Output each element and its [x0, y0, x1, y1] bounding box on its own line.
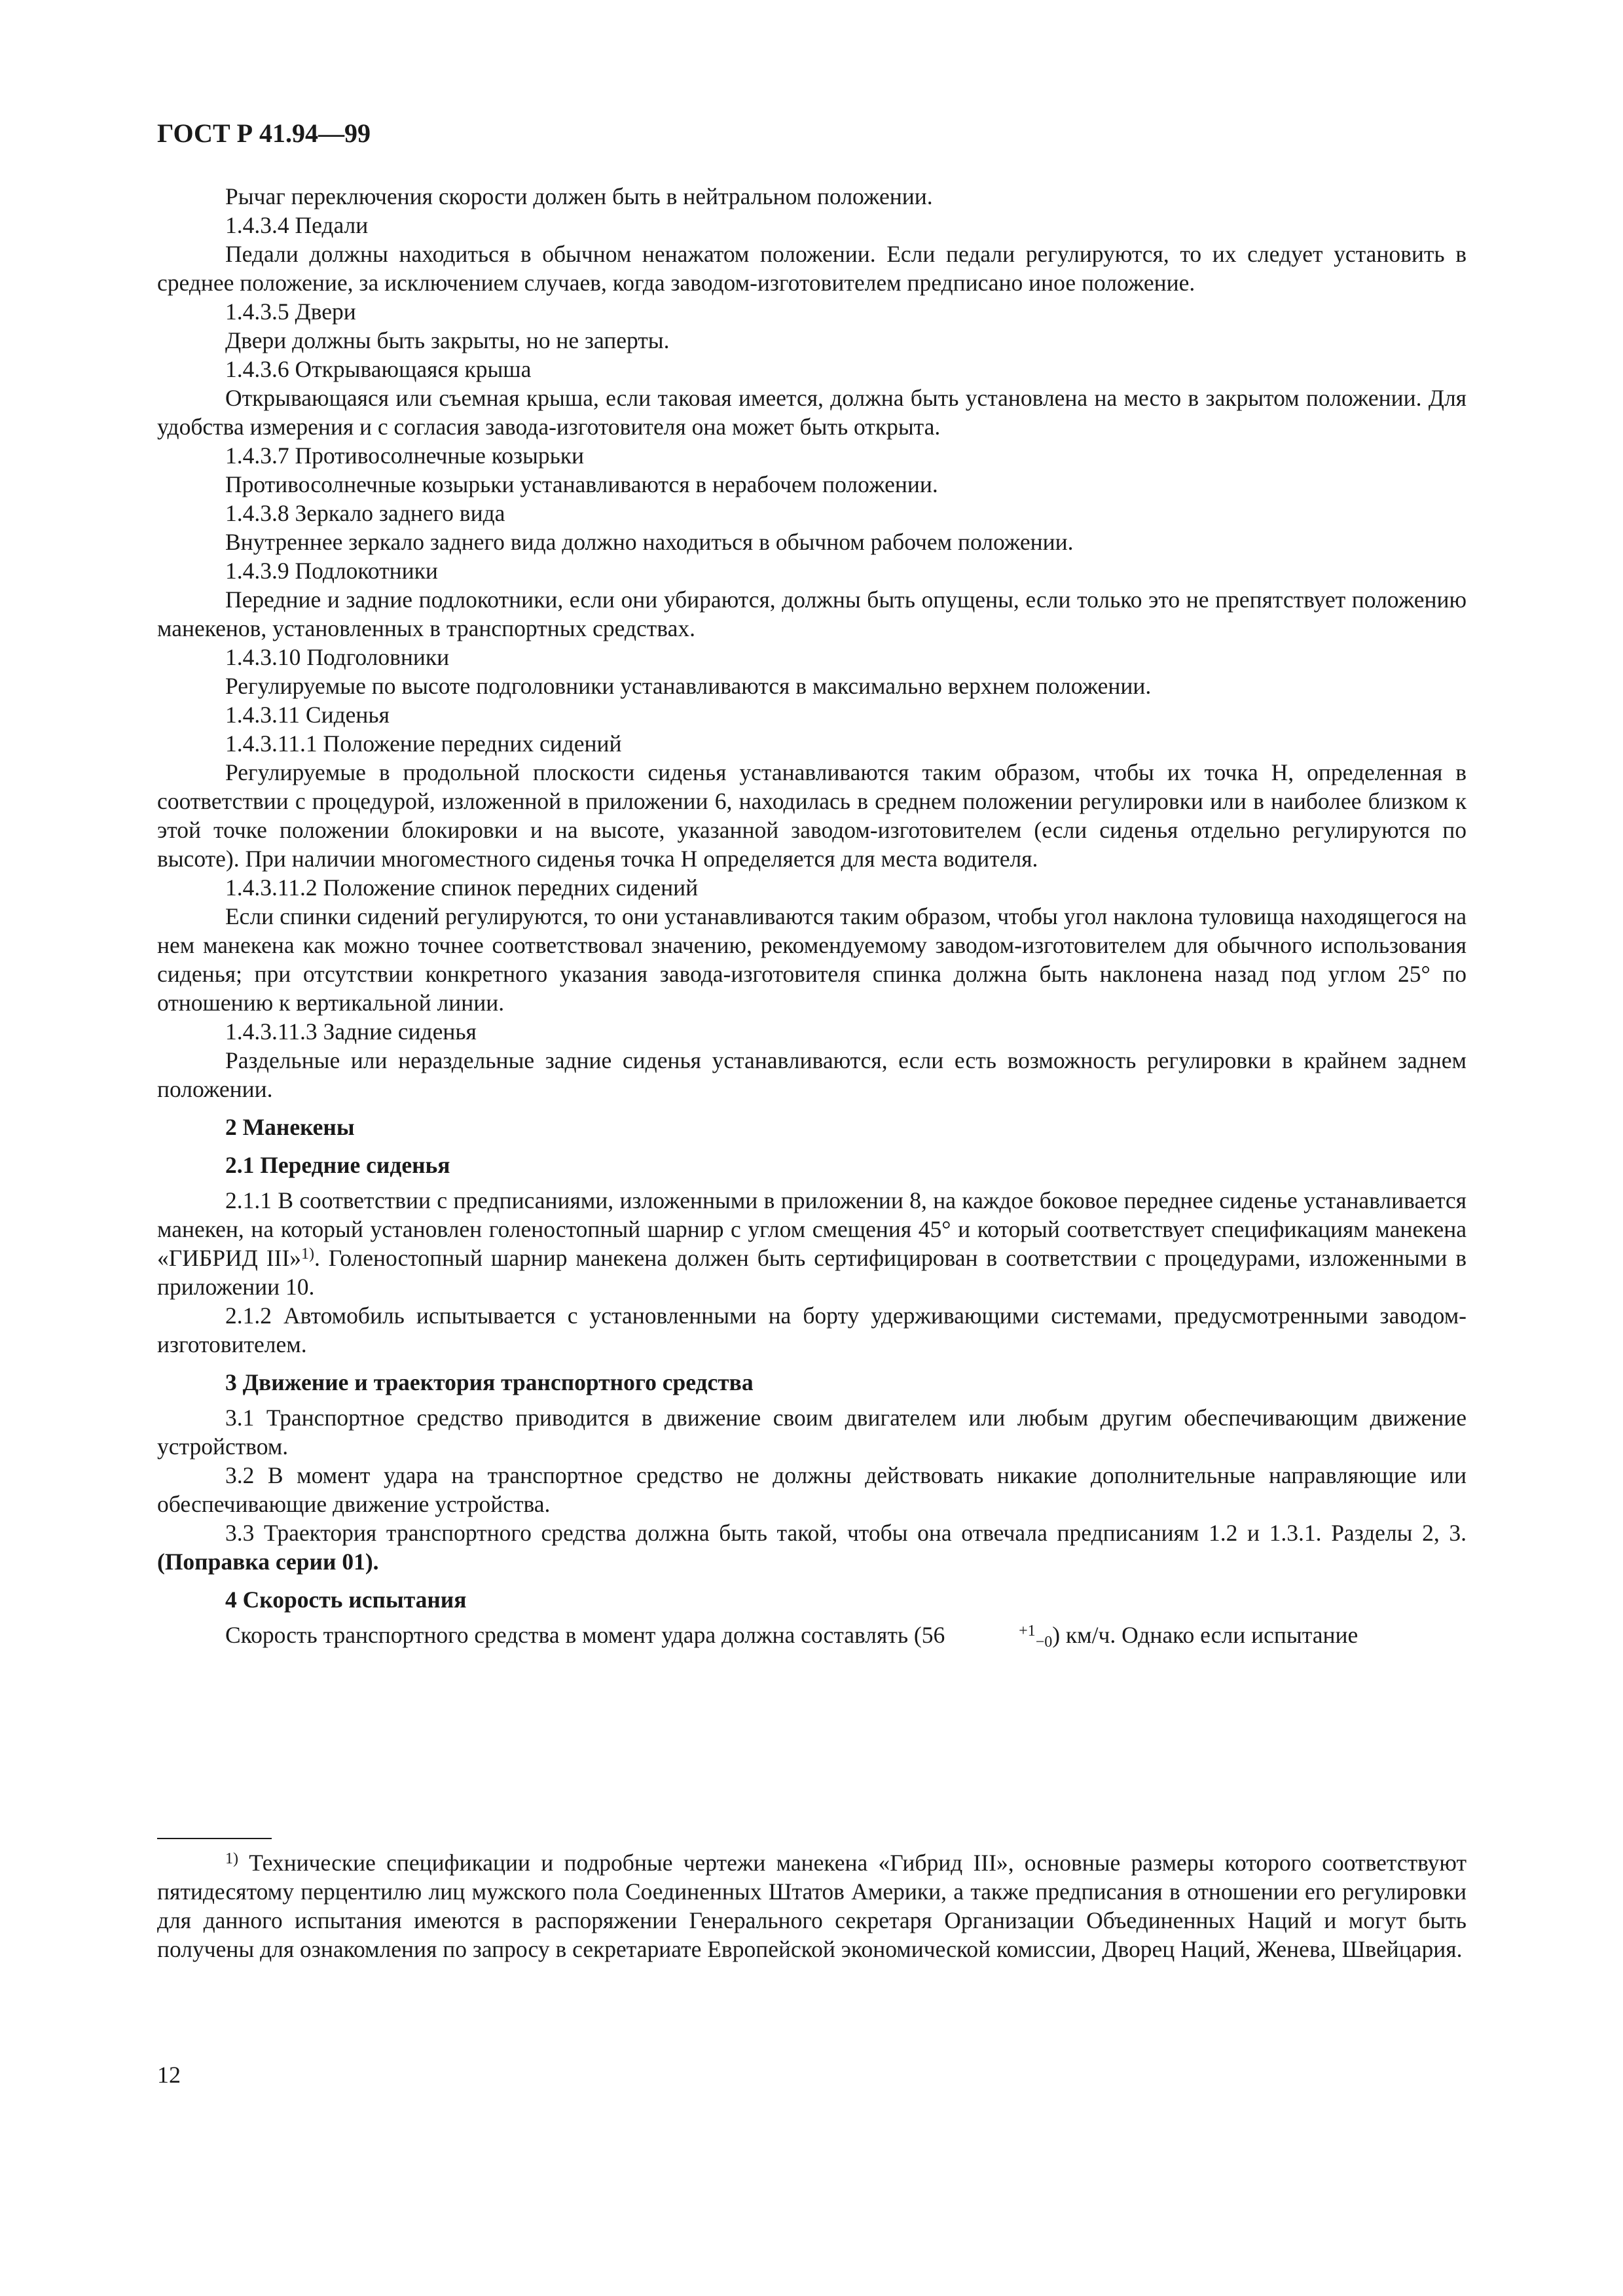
paragraph-text: 3.3 Траектория транспортного средства должна быть такой, чтобы она отвечала предписаниям 1.2 и 1.3.1. Разделы 2, 3.: [225, 1520, 1467, 1546]
footnote: [157, 1848, 1467, 1964]
clause-heading: 1.4.3.9 Подлокотники: [225, 558, 438, 584]
paragraph: Внутреннее зеркало заднего вида должно находиться в обычном рабочем положении.: [225, 529, 1074, 555]
paragraph-text: . Голеностопный шарнир манекена должен быть сертифицирован в соответствии с процедурами, изложенными в приложении 10.: [157, 1245, 1467, 1300]
paragraph: Двери должны быть закрыты, но не заперты.: [225, 327, 670, 353]
paragraph: Рычаг переключения скорости должен быть в нейтральном положении.: [225, 183, 933, 209]
clause-heading: 1.4.3.11 Сиденья: [225, 702, 390, 728]
document-page: [157, 118, 1467, 1649]
tolerance-upper: +1: [1019, 1623, 1036, 1640]
paragraph-text: ) км/ч. Однако если испытание: [1052, 1622, 1359, 1648]
paragraph: 3.1 Транспортное средство приводится в движение своим двигателем или любым другим обеспечивающим движение устройством.: [157, 1405, 1467, 1460]
paragraph: Педали должны находиться в обычном ненажатом положении. Если педали регулируются, то их следует установить в среднее положение, за исключением случаев, когда заводом-изготовителем предписано иное положение.: [157, 241, 1467, 296]
paragraph: 3.2 В момент удара на транспортное средство не должны действовать никакие дополнительные направляющие или обеспечивающие движение устройства.: [157, 1462, 1467, 1517]
footnote-divider: [157, 1838, 272, 1839]
paragraph: Открывающаяся или съемная крыша, если таковая имеется, должна быть установлена на место в закрытом положении. Для удобства измерения и с согласия завода-изготовителя она может быть открыта.: [157, 385, 1467, 440]
footnote-marker: 1): [225, 1850, 238, 1867]
paragraph-text: Скорость транспортного средства в момент удара должна составлять (56: [225, 1622, 951, 1648]
footnote-text: Технические спецификации и подробные чертежи манекена «Гибрид III», основные размеры которого соответствуют пятидесятому перцентилю лиц мужского пола Соединенных Штатов Америки, а также предписания в отношении его регулировки для данного испытания имеются в распоряжении Генерального секретаря Организации Объединенных Наций и могут быть получены для ознакомления по запросу в секретариате Европейской экономической комиссии, Дворец Наций, Женева, Швейцария.: [157, 1850, 1467, 1962]
clause-heading: 1.4.3.5 Двери: [225, 298, 356, 325]
tolerance: [951, 1621, 1052, 1649]
paragraph: [157, 1186, 1467, 1301]
paragraph: Противосолнечные козырьки устанавливаются в нерабочем положении.: [225, 471, 938, 497]
clause-heading: 1.4.3.10 Подголовники: [225, 644, 450, 670]
section-heading: 2.1 Передние сиденья: [225, 1152, 450, 1178]
footnote-ref: 1): [301, 1246, 315, 1263]
paragraph: [157, 1621, 1467, 1649]
paragraph: 2.1.2 Автомобиль испытывается с установленными на борту удерживающими системами, предусмотренными заводом-изготовителем.: [157, 1302, 1467, 1357]
paragraph-text: 2.1.1 В соответствии с предписаниями, изложенными в приложении 8, на каждое боковое переднее сиденье устанавливается манекен, на который установлен голеностопный шарнир с углом смещения 45° и который соответствует спецификациям манекена «ГИБРИД III»: [157, 1187, 1467, 1271]
clause-heading: 1.4.3.11.2 Положение спинок передних сидений: [225, 874, 699, 901]
document-code: ГОСТ Р 41.94—99: [157, 118, 371, 148]
section-heading: 2 Манекены: [225, 1114, 355, 1140]
clause-heading: 1.4.3.8 Зеркало заднего вида: [225, 500, 505, 526]
paragraph: Раздельные или нераздельные задние сиденья устанавливаются, если есть возможность регулировки в крайнем заднем положении.: [157, 1047, 1467, 1102]
paragraph: [157, 1518, 1467, 1576]
amendment-note: (Поправка серии 01).: [157, 1549, 379, 1575]
clause-heading: 1.4.3.4 Педали: [225, 212, 369, 238]
paragraph: Регулируемые в продольной плоскости сиденья устанавливаются таким образом, чтобы их точка H, определенная в соответствии с процедурой, изложенной в приложении 6, находилась в среднем положении регулировки или в наиболее близком к этой точке положении блокировки и на высоте, указанной заводом-изготовителем (если сиденья отдельно регулируются по высоте). При наличии многоместного сиденья точка H определяется для места водителя.: [157, 759, 1467, 872]
clause-heading: 1.4.3.6 Открывающаяся крыша: [225, 356, 532, 382]
clause-heading: 1.4.3.11.3 Задние сиденья: [225, 1018, 477, 1045]
page-number: 12: [157, 2062, 181, 2088]
paragraph: Передние и задние подлокотники, если они убираются, должны быть опущены, если только это не препятствует положению манекенов, установленных в транспортных средствах.: [157, 586, 1467, 641]
section-heading: 3 Движение и траектория транспортного средства: [225, 1369, 754, 1395]
paragraph: Если спинки сидений регулируются, то они устанавливаются таким образом, чтобы угол наклона туловища находящегося на нем манекена как можно точнее соответствовал значению, рекомендуемому заводом-изготовителем для обычного использования сиденья; при отсутствии конкретного указания завода-изготовителя спинка должна быть наклонена назад под углом 25° по отношению к вертикальной линии.: [157, 903, 1467, 1016]
paragraph: Регулируемые по высоте подголовники устанавливаются в максимально верхнем положении.: [225, 673, 1152, 699]
section-heading: 4 Скорость испытания: [225, 1587, 467, 1613]
clause-heading: 1.4.3.11.1 Положение передних сидений: [225, 730, 622, 757]
clause-heading: 1.4.3.7 Противосолнечные козырьки: [225, 442, 585, 469]
footnote-area: [157, 1838, 1467, 1964]
tolerance-lower: −0: [1035, 1634, 1053, 1651]
